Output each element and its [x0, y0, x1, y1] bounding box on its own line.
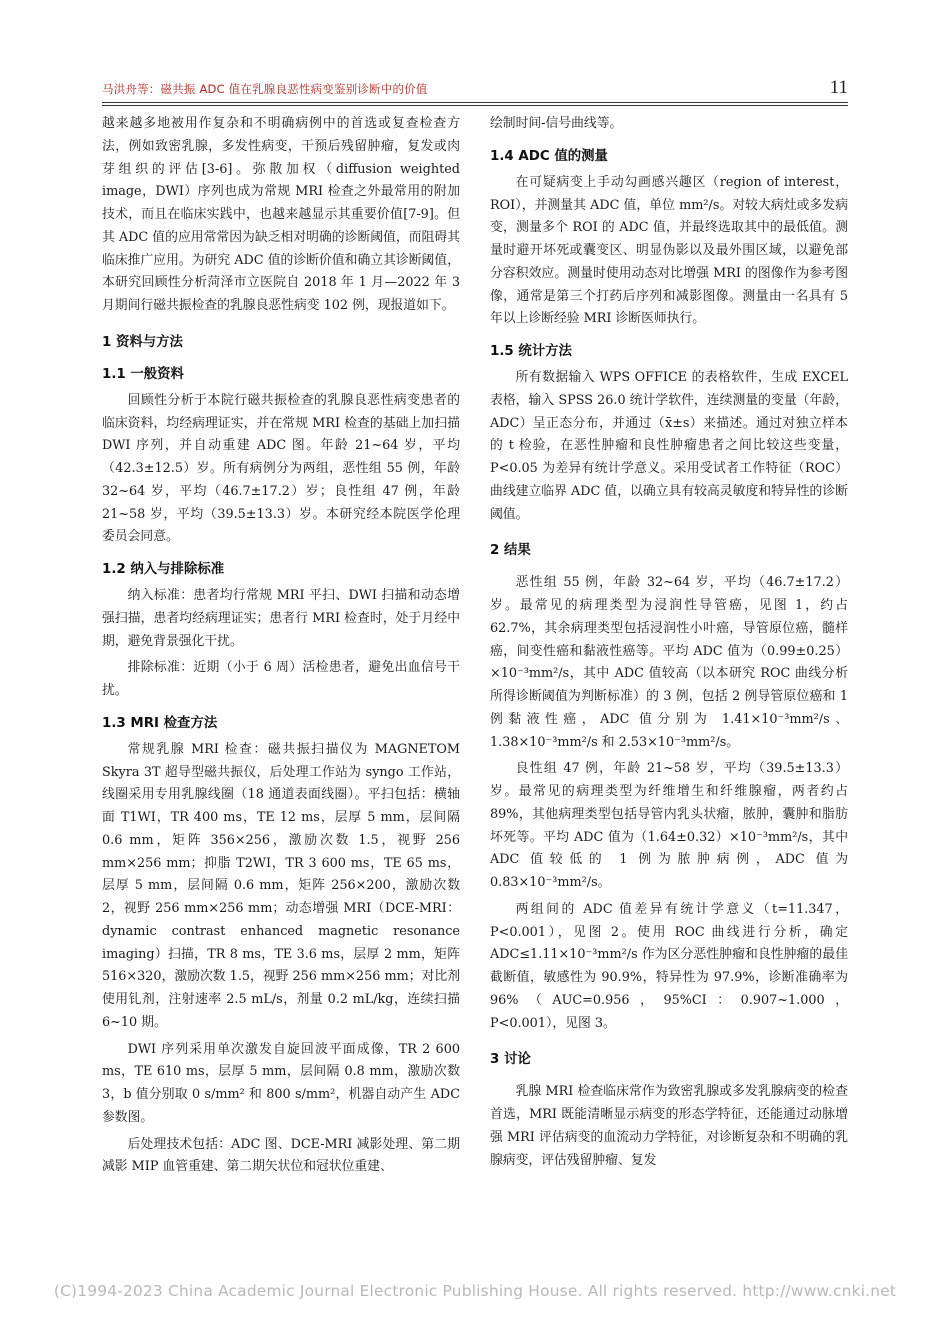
continued-paragraph: 绘制时间-信号曲线等。	[490, 116, 623, 131]
running-header	[102, 74, 848, 104]
discussion-paragraph: 乳腺 MRI 检查临床常作为致密乳腺或多发乳腺病变的检查首选，MRI 既能清晰显示病变的形态学特征，还能通过动脉增强 MRI 评估病变的血流动力学特征，对诊断复杂和不明确的乳腺病变，评估残留肿瘤、复发	[490, 1084, 848, 1168]
section-heading-results: 2 结果	[490, 543, 531, 559]
exclusion-paragraph: 排除标准：近期（小于 6 周）活检患者，避免出血信号干扰。	[102, 660, 460, 698]
section-heading-discussion: 3 讨论	[490, 1052, 531, 1068]
section-heading-methods: 1 资料与方法	[102, 334, 183, 350]
page-number: 11	[829, 77, 848, 98]
subsection-heading-stats: 1.5 统计方法	[490, 344, 572, 359]
subsection-heading-adc: 1.4 ADC 值的测量	[490, 148, 608, 164]
benign-paragraph: 良性组 47 例，年龄 21~58 岁，平均（39.5±13.3）岁。最常见的病理类型为纤维增生和纤维腺瘤，两者约占 89%，其他病理类型包括导管内乳头状瘤，脓肿，囊肿和脂肪坏死等。平均 ADC 值为（1.64±0.32）×10⁻³mm²/s，其中 ADC 值较低的 1 例为脓肿病例，ADC 值为 0.83×10⁻³mm²/s。	[490, 761, 848, 890]
general-paragraph: 回顾性分析于本院行磁共振检查的乳腺良恶性病变患者的临床资料，均经病理证实，并在常规 MRI 检查的基础上加扫描 DWI 序列，并自动重建 ADC 图。年龄 21~64 岁，平均（42.3±12.5）岁。所有病例分为两组，恶性组 55 例，年龄 32~64 岁，平均（46.7±17.2）岁；良性组 47 例，年龄 21~58 岁，平均（39.5±13.3）岁。本研究经本院医学伦理委员会同意。	[102, 392, 460, 545]
subsection-heading-general: 1.1 一般资料	[102, 366, 184, 382]
subsection-heading-criteria: 1.2 纳入与排除标准	[102, 562, 225, 577]
intro-paragraph: 越来越多地被用作复杂和不明确病例中的首选或复查检查方法，例如致密乳腺，多发性病变，干预后残留肿瘤，复发或肉芽组织的评估[3-6]。弥散加权（diffusion weighted image，DWI）序列也成为常规 MRI 检查之外最常用的附加技术，而且在临床实践中，也越来越显示其重要价值[7-9]。但其 ADC 值的应用常常因为缺乏相对明确的诊断阈值，而阻碍其临床推广应用。为研究 ADC 值的诊断价值和确立其诊断阈值，本研究回顾性分析菏泽市立医院自 2018 年 1 月—2022 年 3 月期间行磁共振检查的乳腺良恶性病变 102 例，现报道如下。	[102, 116, 460, 313]
copyright-footer: (C)1994-2023 China Academic Journal Electronic Publishing House. All rights reserved. http://www.cnki.net	[53, 1282, 897, 1300]
dwi-paragraph: DWI 序列采用单次激发自旋回波平面成像，TR 2 600 ms，TE 610 ms，层厚 5 mm，层间隔 0.8 mm，激励次数 3，b 值分别取 0 s/mm² 和 800 s/mm²，机器自动产生 ADC 参数图。	[102, 1041, 460, 1125]
inclusion-paragraph: 纳入标准：患者均行常规 MRI 平扫、DWI 扫描和动态增强扫描，患者均经病理证实；患者行 MRI 检查时，处于月经中期，避免背景强化干扰。	[102, 588, 460, 649]
comparison-paragraph: 两组间的 ADC 值差异有统计学意义（t=11.347，P<0.001），见图 2。使用 ROC 曲线进行分析，确定 ADC≤1.11×10⁻³mm²/s 作为区分恶性肿瘤和良性肿瘤的最佳截断值，敏感性为 90.9%，特异性为 97.9%，诊断准确率为 96%（AUC=0.956，95%CI：0.907~1.000，P<0.001），见图 3。	[490, 901, 848, 1031]
right-column	[490, 113, 848, 1172]
subsection-heading-mri: 1.3 MRI 检查方法	[102, 715, 218, 731]
left-column	[102, 113, 460, 1179]
running-title: 马洪舟等：磁共振 ADC 值在乳腺良恶性病变鉴别诊断中的价值	[102, 82, 428, 96]
header-rule-bottom	[102, 105, 848, 106]
post-processing-paragraph: 后处理技术包括：ADC 图、DCE-MRI 减影处理、第二期减影 MIP 血管重建、第二期矢状位和冠状位重建、	[102, 1136, 460, 1175]
mri-routine-paragraph: 常规乳腺 MRI 检查：磁共振扫描仪为 MAGNETOM Skyra 3T 超导型磁共振仪，后处理工作站为 syngo 工作站，线圈采用专用乳腺线圈（18 通道表面线圈）。平扫包括：横轴面 T1WI，TR 400 ms，TE 12 ms，层厚 5 mm，层间隔 0.6 mm，矩阵 356×256，激励次数 1.5，视野 256 mm×256 mm；抑脂 T2WI，TR 3 600 ms，TE 65 ms，层厚 5 mm，层间隔 0.6 mm，矩阵 256×200，激励次数 2，视野 256 mm×256 mm；动态增强 MRI（DCE-MRI：dynamic contrast enhanced magnetic resonance imaging）扫描，TR 8 ms，TE 3.6 ms，层厚 2 mm，矩阵 516×320，激励次数 1.5，视野 256 mm×256 mm；对比剂使用钆剂，注射速率 2.5 mL/s，剂量 0.2 mL/kg，连续扫描 6~10 期。	[102, 741, 460, 1030]
stats-paragraph: 所有数据输入 WPS OFFICE 的表格软件，生成 EXCEL 表格，输入 SPSS 26.0 统计学软件，连续测量的变量（年龄，ADC）呈正态分布，并通过（x̄±s）来描述。通过对独立样本的 t 检验，在恶性肿瘤和良性肿瘤患者之间比较这些变量，P<0.05 为差异有统计学意义。采用受试者工作特征（ROC）曲线建立临界 ADC 值，以确立具有较高灵敏度和特异性的诊断阈值。	[490, 370, 848, 522]
malignant-paragraph: 恶性组 55 例，年龄 32~64 岁，平均（46.7±17.2）岁。最常见的病理类型为浸润性导管癌，见图 1，约占 62.7%，其余病理类型包括浸润性小叶癌，导管原位癌，髓样癌，间变性癌和黏液性癌等。平均 ADC 值为（0.99±0.25）×10⁻³mm²/s，其中 ADC 值较高（以本研究 ROC 曲线分析所得诊断阈值为判断标准）的 3 例，包括 2 例导管原位癌和 1 例黏液性癌，ADC 值分别为 1.41×10⁻³mm²/s、1.38×10⁻³mm²/s 和 2.53×10⁻³mm²/s。	[490, 575, 848, 750]
header-rule-top	[102, 102, 848, 103]
adc-paragraph: 在可疑病变上手动勾画感兴趣区（region of interest，ROI），并测量其 ADC 值，单位 mm²/s。对较大病灶或多发病变，测量多个 ROI 的 ADC 值，并最终选取其中的最低值。测量时避开坏死或囊变区、明显伪影以及最外围区域，以避免部分容积效应。测量时使用动态对比增强 MRI 的图像作为参考图像，通常是第三个打药后序列和减影图像。测量由一名具有 5 年以上诊断经验 MRI 诊断医师执行。	[490, 174, 848, 327]
